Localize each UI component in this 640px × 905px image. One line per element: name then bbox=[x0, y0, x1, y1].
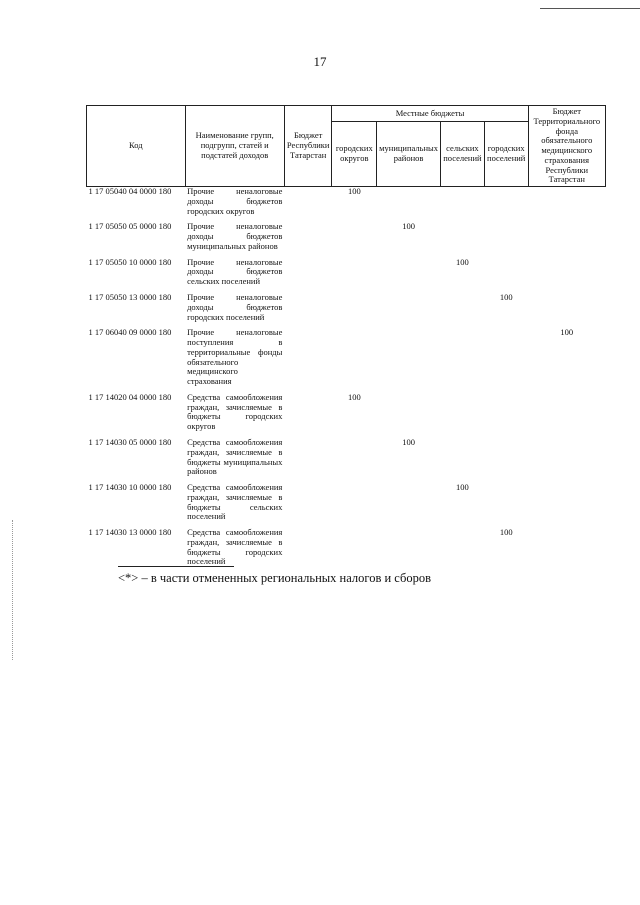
row-code: 1 17 14030 05 0000 180 bbox=[88, 436, 172, 447]
row-urban-districts-share: 100 bbox=[347, 391, 361, 402]
row-municipal-districts-share bbox=[377, 258, 441, 293]
row-rural-settlements-share bbox=[441, 328, 485, 393]
row-rural-settlements-share bbox=[441, 293, 485, 328]
row-rural-settlements-share: 100 bbox=[456, 256, 469, 267]
scan-margin-dots bbox=[12, 520, 13, 660]
header-urban-settlements: городских поселений bbox=[484, 122, 528, 187]
row-republic-budget-share bbox=[284, 438, 332, 483]
row-code: 1 17 05050 05 0000 180 bbox=[88, 221, 172, 232]
row-territorial-fund-share bbox=[528, 258, 605, 293]
header-code: Код bbox=[87, 106, 186, 187]
page-number: 17 bbox=[313, 54, 327, 69]
table-row bbox=[87, 393, 606, 438]
table-row bbox=[87, 483, 606, 528]
row-republic-budget-share bbox=[284, 258, 332, 293]
row-urban-settlements-share bbox=[484, 483, 528, 528]
row-territorial-fund-share bbox=[528, 483, 605, 528]
row-municipal-districts-share bbox=[377, 328, 441, 393]
row-urban-settlements-share bbox=[484, 258, 528, 293]
row-name: Прочие неналоговые доходы бюджетов городских округов bbox=[187, 186, 283, 216]
row-municipal-districts-share: 100 bbox=[402, 221, 415, 232]
row-urban-districts-share bbox=[332, 258, 377, 293]
row-code: 1 17 05050 13 0000 180 bbox=[88, 292, 172, 303]
row-rural-settlements-share bbox=[441, 222, 485, 257]
row-name: Средства самообложения граждан, зачисляемые в бюджеты муниципальных районов bbox=[187, 436, 283, 477]
table-row bbox=[87, 258, 606, 293]
header-municipal-districts: муниципальных районов bbox=[377, 122, 441, 187]
row-municipal-districts-share bbox=[377, 483, 441, 528]
table-row bbox=[87, 328, 606, 393]
row-urban-districts-share bbox=[332, 293, 377, 328]
row-name: Средства самообложения граждан, зачисляемые в бюджеты сельских поселений bbox=[187, 482, 283, 522]
row-republic-budget-share bbox=[284, 393, 332, 438]
header-rural-settlements: сельских поселений bbox=[441, 122, 485, 187]
row-rural-settlements-share bbox=[441, 438, 485, 483]
row-urban-districts-share bbox=[332, 328, 377, 393]
row-code: 1 17 06040 09 0000 180 bbox=[88, 327, 172, 338]
row-rural-settlements-share: 100 bbox=[456, 482, 469, 493]
row-urban-districts-share bbox=[332, 438, 377, 483]
row-name: Прочие неналоговые доходы бюджетов сельских поселений bbox=[187, 256, 283, 287]
row-municipal-districts-share bbox=[377, 293, 441, 328]
header-local-budgets: Местные бюджеты bbox=[332, 106, 528, 122]
row-republic-budget-share bbox=[284, 293, 332, 328]
header-territorial-fund: Бюджет Территориального фонда обязательного медицинского страхования Республики Татарстан bbox=[528, 106, 605, 187]
footnote: <*> – в части отмененных региональных налогов и сборов bbox=[118, 571, 432, 585]
header-name: Наименование групп, подгрупп, статей и подстатей доходов bbox=[185, 106, 284, 187]
row-name: Средства самообложения граждан, зачисляемые в бюджеты городских округов bbox=[187, 391, 283, 432]
row-code: 1 17 14030 10 0000 180 bbox=[88, 482, 172, 493]
row-name: Средства самообложения граждан, зачисляемые в бюджеты городских поселений bbox=[187, 527, 283, 567]
row-urban-districts-share bbox=[332, 528, 377, 573]
row-republic-budget-share bbox=[284, 222, 332, 257]
row-republic-budget-share bbox=[284, 187, 332, 223]
row-territorial-fund-share bbox=[528, 222, 605, 257]
row-code: 1 17 05050 10 0000 180 bbox=[88, 256, 172, 267]
table-body bbox=[87, 187, 606, 574]
row-code: 1 17 05040 04 0000 180 bbox=[88, 186, 172, 197]
budget-distribution-table bbox=[86, 105, 606, 573]
header-urban-districts: городских округов bbox=[332, 122, 377, 187]
row-name: Прочие неналоговые доходы бюджетов муниципальных районов bbox=[187, 221, 283, 251]
row-urban-settlements-share bbox=[484, 438, 528, 483]
row-urban-settlements-share bbox=[484, 222, 528, 257]
row-rural-settlements-share bbox=[441, 528, 485, 573]
table-row bbox=[87, 222, 606, 257]
row-rural-settlements-share bbox=[441, 393, 485, 438]
row-name: Прочие неналоговые поступления в территориальные фонды обязательного медицинского страхования bbox=[187, 327, 283, 387]
row-urban-settlements-share: 100 bbox=[499, 292, 513, 303]
row-municipal-districts-share: 100 bbox=[402, 436, 415, 447]
row-municipal-districts-share bbox=[377, 187, 441, 223]
row-municipal-districts-share bbox=[377, 528, 441, 573]
table-row bbox=[87, 293, 606, 328]
row-republic-budget-share bbox=[284, 528, 332, 573]
row-code: 1 17 14020 04 0000 180 bbox=[88, 391, 172, 402]
row-territorial-fund-share bbox=[528, 528, 605, 573]
row-urban-districts-share: 100 bbox=[347, 186, 361, 197]
row-territorial-fund-share bbox=[528, 438, 605, 483]
row-rural-settlements-share bbox=[441, 187, 485, 223]
row-urban-settlements-share bbox=[484, 187, 528, 223]
row-urban-settlements-share bbox=[484, 328, 528, 393]
table-row bbox=[87, 438, 606, 483]
footnote-rule bbox=[118, 566, 234, 567]
row-urban-settlements-share: 100 bbox=[499, 527, 513, 538]
row-territorial-fund-share bbox=[528, 187, 605, 223]
top-rule bbox=[540, 8, 640, 9]
row-republic-budget-share bbox=[284, 328, 332, 393]
row-name: Прочие неналоговые доходы бюджетов городских поселений bbox=[187, 292, 283, 322]
table-header bbox=[87, 106, 606, 187]
table-row bbox=[87, 187, 606, 223]
row-territorial-fund-share bbox=[528, 293, 605, 328]
header-republic-budget: Бюджет Республики Татарстан bbox=[284, 106, 332, 187]
row-urban-districts-share bbox=[332, 222, 377, 257]
row-code: 1 17 14030 13 0000 180 bbox=[88, 527, 172, 538]
row-municipal-districts-share bbox=[377, 393, 441, 438]
row-urban-districts-share bbox=[332, 483, 377, 528]
row-territorial-fund-share: 100 bbox=[560, 327, 574, 338]
row-republic-budget-share bbox=[284, 483, 332, 528]
row-urban-settlements-share bbox=[484, 393, 528, 438]
row-territorial-fund-share bbox=[528, 393, 605, 438]
